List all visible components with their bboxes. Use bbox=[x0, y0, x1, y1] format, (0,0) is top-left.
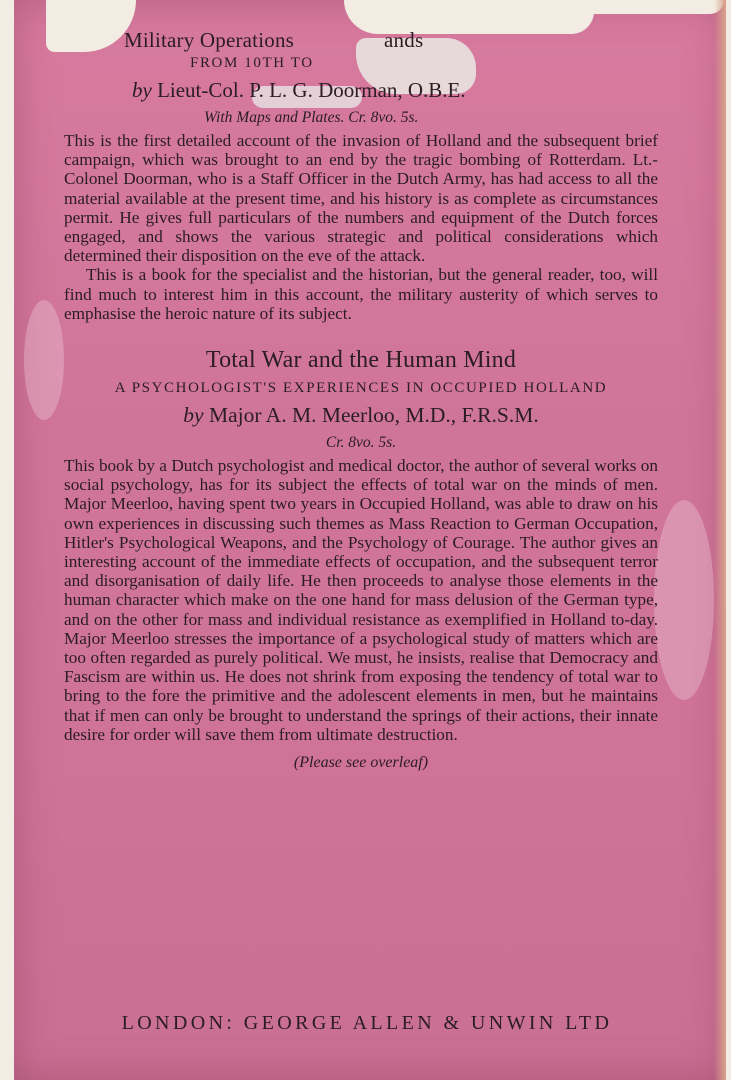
book1-paragraph-1: This is the first detailed account of the invasion of Holland and the subsequent brief campaign, which was brought to an end by the tragic bombing of Rotterdam. Lt.-Colonel Doorman, who is a Staff Officer in the Dutch Army, has had access to all the material available at the present time, and his history is as complete as circumstances permit. He gives full particulars of the numbers and equipment of the Dutch forces engaged, and shows the various strategic and political considerations which determined their disposition on the eve of the attack. bbox=[64, 131, 658, 266]
scuff-mark bbox=[654, 500, 714, 700]
book2-paragraph: This book by a Dutch psychologist and medical doctor, the author of several works on social psychology, has for its subject the effects of total war on the minds of men. Major Meerloo, having spent two years in Occupied Holland, was able to draw on his own experiences in discussing such themes as Mass Reaction to German Occupation, Hitler's Psychological Weapons, and the Psychology of Courage. The author gives an interesting account of the immediate effects of occupation, and the subsequent terror and disorganisation of daily life. He then proceeds to analyse those elements in the human character which make on the one hand for mass delusion of the German type, and on the other for mass and individual resistance as exemplified in Holland to-day. Major Meerloo stresses the importance of a psychological study of matters which are too often regarded as purely political. We must, he insists, realise that Democracy and Fascism are within us. He does not shrink from exposing the tendency of total war to bring to the fore the primitive and the adolescent elements in men, but he maintains that if men can only be brought to understand the springs of their actions, their innate desire for order will save them from ultimate destruction. bbox=[64, 456, 658, 744]
book2-author: Major A. M. Meerloo, M.D., F.R.S.M. bbox=[208, 403, 539, 428]
book1-author-line bbox=[132, 78, 658, 103]
book2-by: by bbox=[183, 403, 204, 428]
book2-subtitle: A PSYCHOLOGIST'S EXPERIENCES IN OCCUPIED HOLLAND bbox=[114, 380, 608, 397]
book1-author: Lieut-Col. P. L. G. Doorman, O.B.E. bbox=[157, 78, 466, 102]
torn-edge-right bbox=[574, 0, 724, 14]
book1-paragraph-2: This is a book for the specialist and the historian, but the general reader, too, will find much to interest him in this account, the military austerity of which serves to emphasise the heroic nature of its subject. bbox=[64, 265, 658, 323]
book1-meta: With Maps and Plates. Cr. 8vo. 5s. bbox=[204, 109, 419, 126]
worn-edge-right bbox=[714, 0, 726, 1080]
book1-subtitle: FROM 10TH TO bbox=[190, 55, 314, 71]
jacket-text bbox=[64, 28, 658, 772]
book1-title bbox=[124, 28, 658, 53]
overleaf-note: (Please see overleaf) bbox=[293, 754, 429, 772]
book1-by: by bbox=[132, 78, 152, 102]
book2-author-line bbox=[64, 403, 658, 428]
scuff-mark bbox=[24, 300, 64, 420]
book1-title-left: Military Operations bbox=[124, 28, 295, 52]
book2-meta: Cr. 8vo. 5s. bbox=[325, 434, 397, 452]
publisher-imprint: LONDON: GEORGE ALLEN & UNWIN LTD bbox=[121, 1012, 613, 1034]
book1-title-right: ands bbox=[384, 28, 424, 52]
book2-title: Total War and the Human Mind bbox=[205, 347, 517, 374]
